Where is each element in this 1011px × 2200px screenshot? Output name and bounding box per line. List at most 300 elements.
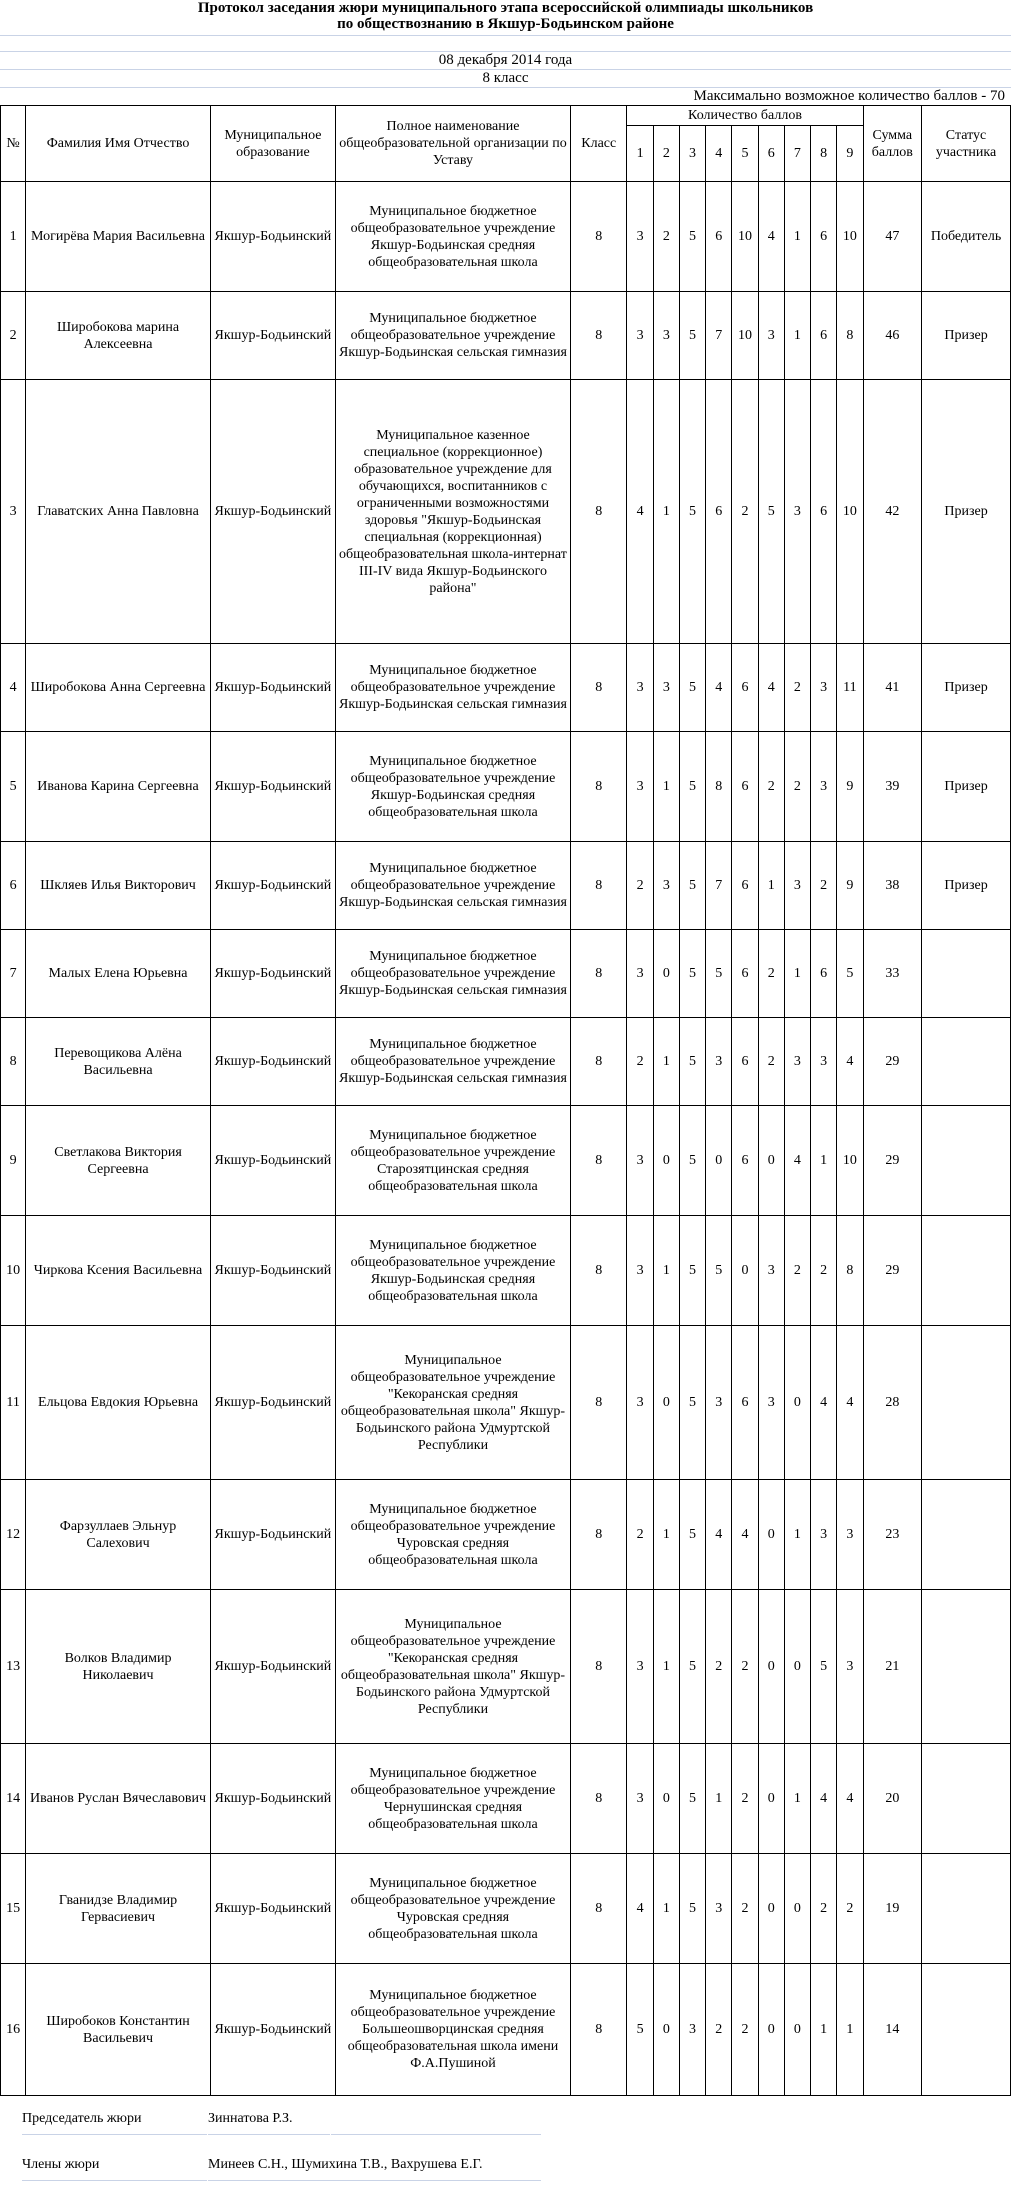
cell-task-score: 5 bbox=[706, 930, 732, 1018]
cell-task-score: 5 bbox=[706, 1216, 732, 1326]
col-header-task: 4 bbox=[706, 126, 732, 182]
cell-name: Главатских Анна Павловна bbox=[26, 380, 211, 644]
cell-task-score: 10 bbox=[837, 380, 863, 644]
cell-task-score: 4 bbox=[627, 380, 653, 644]
sheet-gridline bbox=[0, 35, 1011, 36]
col-header-task: 1 bbox=[627, 126, 653, 182]
cell-task-score: 6 bbox=[706, 380, 732, 644]
cell-num: 10 bbox=[1, 1216, 26, 1326]
cell-name: Широбокова Анна Сергеевна bbox=[26, 644, 211, 732]
cell-name: Широбоков Константин Васильевич bbox=[26, 1964, 211, 2096]
cell-total: 33 bbox=[863, 930, 922, 1018]
cell-num: 2 bbox=[1, 292, 26, 380]
cell-num: 16 bbox=[1, 1964, 26, 2096]
cell-total: 23 bbox=[863, 1480, 922, 1590]
cell-task-score: 3 bbox=[627, 1590, 653, 1744]
cell-task-score: 0 bbox=[758, 1964, 784, 2096]
cell-task-score: 3 bbox=[627, 644, 653, 732]
cell-task-score: 0 bbox=[653, 930, 679, 1018]
cell-municipality: Якшур-Бодьинский bbox=[210, 1964, 335, 2096]
chair-label: Председатель жюри bbox=[22, 2104, 207, 2135]
cell-total: 29 bbox=[863, 1106, 922, 1216]
cell-task-score: 6 bbox=[811, 292, 837, 380]
cell-name: Перевощикова Алёна Васильевна bbox=[26, 1018, 211, 1106]
cell-task-score: 3 bbox=[811, 732, 837, 842]
cell-organization: Муниципальное бюджетное общеобразовательное учреждение Большеошворцинская средняя общеобразовательная школа имени Ф.А.Пушиной bbox=[335, 1964, 570, 2096]
cell-num: 12 bbox=[1, 1480, 26, 1590]
cell-task-score: 3 bbox=[706, 1854, 732, 1964]
cell-class: 8 bbox=[571, 732, 627, 842]
cell-class: 8 bbox=[571, 380, 627, 644]
table-row bbox=[1, 380, 1011, 644]
cell-task-score: 2 bbox=[732, 1964, 758, 2096]
cell-task-score: 1 bbox=[784, 930, 810, 1018]
cell-task-score: 5 bbox=[679, 1106, 705, 1216]
cell-task-score: 4 bbox=[837, 1326, 863, 1480]
cell-task-score: 1 bbox=[653, 380, 679, 644]
cell-task-score: 3 bbox=[784, 380, 810, 644]
cell-task-score: 9 bbox=[837, 732, 863, 842]
col-header-organization: Полное наименование общеобразовательной организации по Уставу bbox=[335, 106, 570, 182]
col-header-task: 7 bbox=[784, 126, 810, 182]
cell-status bbox=[922, 1964, 1011, 2096]
cell-task-score: 2 bbox=[758, 930, 784, 1018]
table-row bbox=[1, 1964, 1011, 2096]
cell-task-score: 0 bbox=[653, 1744, 679, 1854]
cell-status bbox=[922, 1744, 1011, 1854]
cell-task-score: 6 bbox=[706, 182, 732, 292]
col-header-task: 8 bbox=[811, 126, 837, 182]
cell-task-score: 2 bbox=[732, 1744, 758, 1854]
cell-task-score: 5 bbox=[679, 1744, 705, 1854]
cell-task-score: 10 bbox=[732, 292, 758, 380]
cell-task-score: 2 bbox=[627, 1480, 653, 1590]
cell-task-score: 3 bbox=[811, 1018, 837, 1106]
cell-task-score: 3 bbox=[811, 644, 837, 732]
cell-task-score: 0 bbox=[758, 1854, 784, 1964]
cell-num: 11 bbox=[1, 1326, 26, 1480]
cell-task-score: 2 bbox=[784, 732, 810, 842]
cell-task-score: 1 bbox=[784, 1744, 810, 1854]
cell-task-score: 1 bbox=[653, 1480, 679, 1590]
cell-num: 6 bbox=[1, 842, 26, 930]
cell-task-score: 6 bbox=[732, 1326, 758, 1480]
cell-status bbox=[922, 1326, 1011, 1480]
cell-organization: Муниципальное общеобразовательное учреждение "Кекоранская средняя общеобразовательная школа" Якшур-Бодьинского района Удмуртской Республики bbox=[335, 1326, 570, 1480]
cell-name: Светлакова Виктория Сергеевна bbox=[26, 1106, 211, 1216]
cell-class: 8 bbox=[571, 1590, 627, 1744]
cell-num: 4 bbox=[1, 644, 26, 732]
cell-task-score: 2 bbox=[784, 1216, 810, 1326]
cell-name: Чиркова Ксения Васильевна bbox=[26, 1216, 211, 1326]
col-header-scores-group: Количество баллов bbox=[627, 106, 863, 126]
cell-task-score: 4 bbox=[784, 1106, 810, 1216]
cell-task-score: 0 bbox=[758, 1744, 784, 1854]
col-header-task: 2 bbox=[653, 126, 679, 182]
col-header-task: 6 bbox=[758, 126, 784, 182]
cell-task-score: 2 bbox=[784, 644, 810, 732]
cell-task-score: 2 bbox=[732, 380, 758, 644]
cell-task-score: 5 bbox=[679, 292, 705, 380]
cell-task-score: 0 bbox=[784, 1964, 810, 2096]
cell-municipality: Якшур-Бодьинский bbox=[210, 644, 335, 732]
cell-task-score: 2 bbox=[811, 842, 837, 930]
cell-status: Призер bbox=[922, 380, 1011, 644]
cell-task-score: 4 bbox=[811, 1326, 837, 1480]
title-line-2: по обществознанию в Якшур-Бодьинском районе bbox=[337, 16, 674, 32]
cell-task-score: 4 bbox=[627, 1854, 653, 1964]
cell-status: Призер bbox=[922, 292, 1011, 380]
cell-status bbox=[922, 1480, 1011, 1590]
protocol-grade: 8 класс bbox=[482, 70, 529, 86]
cell-task-score: 3 bbox=[837, 1480, 863, 1590]
cell-organization: Муниципальное бюджетное общеобразовательное учреждение Якшур-Бодьинская средняя общеобразовательная школа bbox=[335, 732, 570, 842]
table-row bbox=[1, 292, 1011, 380]
cell-status bbox=[922, 1854, 1011, 1964]
cell-task-score: 5 bbox=[679, 1018, 705, 1106]
cell-class: 8 bbox=[571, 292, 627, 380]
cell-task-score: 5 bbox=[679, 182, 705, 292]
cell-class: 8 bbox=[571, 930, 627, 1018]
cell-num: 13 bbox=[1, 1590, 26, 1744]
cell-task-score: 4 bbox=[758, 644, 784, 732]
table-row bbox=[1, 1854, 1011, 1964]
cell-task-score: 4 bbox=[732, 1480, 758, 1590]
col-header-task: 9 bbox=[837, 126, 863, 182]
cell-task-score: 3 bbox=[627, 1106, 653, 1216]
cell-name: Шкляев Илья Викторович bbox=[26, 842, 211, 930]
cell-num: 7 bbox=[1, 930, 26, 1018]
cell-task-score: 1 bbox=[706, 1744, 732, 1854]
cell-task-score: 6 bbox=[811, 930, 837, 1018]
cell-task-score: 0 bbox=[758, 1106, 784, 1216]
cell-municipality: Якшур-Бодьинский bbox=[210, 1744, 335, 1854]
members-label: Члены жюри bbox=[22, 2150, 207, 2181]
cell-class: 8 bbox=[571, 842, 627, 930]
cell-task-score: 1 bbox=[811, 1106, 837, 1216]
cell-municipality: Якшур-Бодьинский bbox=[210, 1480, 335, 1590]
members-value: Минеев С.Н., Шумихина Т.В., Вахрушева Е.Г. bbox=[208, 2150, 541, 2181]
cell-task-score: 3 bbox=[679, 1964, 705, 2096]
footer-empty-cell bbox=[331, 2104, 541, 2135]
cell-task-score: 3 bbox=[627, 930, 653, 1018]
cell-municipality: Якшур-Бодьинский bbox=[210, 1854, 335, 1964]
cell-total: 28 bbox=[863, 1326, 922, 1480]
cell-total: 21 bbox=[863, 1590, 922, 1744]
cell-municipality: Якшур-Бодьинский bbox=[210, 1106, 335, 1216]
cell-task-score: 5 bbox=[679, 930, 705, 1018]
cell-name: Могирёва Мария Васильевна bbox=[26, 182, 211, 292]
cell-status: Призер bbox=[922, 644, 1011, 732]
cell-task-score: 5 bbox=[679, 644, 705, 732]
cell-task-score: 2 bbox=[627, 1018, 653, 1106]
cell-status: Победитель bbox=[922, 182, 1011, 292]
cell-class: 8 bbox=[571, 1744, 627, 1854]
chair-value: Зиннатова Р.З. bbox=[208, 2104, 330, 2135]
cell-task-score: 2 bbox=[837, 1854, 863, 1964]
cell-task-score: 5 bbox=[837, 930, 863, 1018]
cell-task-score: 2 bbox=[732, 1590, 758, 1744]
cell-task-score: 10 bbox=[837, 182, 863, 292]
cell-task-score: 2 bbox=[706, 1964, 732, 2096]
cell-task-score: 6 bbox=[732, 842, 758, 930]
cell-task-score: 3 bbox=[627, 732, 653, 842]
cell-total: 29 bbox=[863, 1216, 922, 1326]
cell-status: Призер bbox=[922, 732, 1011, 842]
cell-task-score: 3 bbox=[706, 1018, 732, 1106]
cell-task-score: 0 bbox=[653, 1326, 679, 1480]
cell-organization: Муниципальное бюджетное общеобразовательное учреждение Якшур-Бодьинская сельская гимназия bbox=[335, 1018, 570, 1106]
cell-name: Иванова Карина Сергеевна bbox=[26, 732, 211, 842]
cell-class: 8 bbox=[571, 1216, 627, 1326]
cell-organization: Муниципальное бюджетное общеобразовательное учреждение Якшур-Бодьинская сельская гимназия bbox=[335, 644, 570, 732]
cell-organization: Муниципальное бюджетное общеобразовательное учреждение Якшур-Бодьинская средняя общеобразовательная школа bbox=[335, 182, 570, 292]
cell-task-score: 1 bbox=[837, 1964, 863, 2096]
cell-name: Ельцова Евдокия Юрьевна bbox=[26, 1326, 211, 1480]
cell-task-score: 10 bbox=[837, 1106, 863, 1216]
col-header-class: Класс bbox=[571, 106, 627, 182]
table-row bbox=[1, 1480, 1011, 1590]
cell-task-score: 3 bbox=[758, 1216, 784, 1326]
cell-task-score: 5 bbox=[679, 1590, 705, 1744]
cell-task-score: 2 bbox=[758, 1018, 784, 1106]
cell-name: Фарзуллаев Эльнур Салехович bbox=[26, 1480, 211, 1590]
cell-status bbox=[922, 930, 1011, 1018]
cell-class: 8 bbox=[571, 1018, 627, 1106]
cell-total: 42 bbox=[863, 380, 922, 644]
cell-task-score: 9 bbox=[837, 842, 863, 930]
cell-num: 9 bbox=[1, 1106, 26, 1216]
cell-task-score: 1 bbox=[653, 1590, 679, 1744]
cell-total: 19 bbox=[863, 1854, 922, 1964]
cell-municipality: Якшур-Бодьинский bbox=[210, 732, 335, 842]
cell-organization: Муниципальное бюджетное общеобразовательное учреждение Якшур-Бодьинская сельская гимназия bbox=[335, 292, 570, 380]
cell-task-score: 3 bbox=[627, 182, 653, 292]
cell-task-score: 3 bbox=[706, 1326, 732, 1480]
cell-organization: Муниципальное бюджетное общеобразовательное учреждение Якшур-Бодьинская сельская гимназия bbox=[335, 930, 570, 1018]
col-header-task: 5 bbox=[732, 126, 758, 182]
cell-task-score: 6 bbox=[732, 644, 758, 732]
cell-num: 1 bbox=[1, 182, 26, 292]
cell-organization: Муниципальное бюджетное общеобразовательное учреждение Чернушинская средняя общеобразовательная школа bbox=[335, 1744, 570, 1854]
cell-task-score: 3 bbox=[653, 842, 679, 930]
cell-num: 8 bbox=[1, 1018, 26, 1106]
cell-total: 14 bbox=[863, 1964, 922, 2096]
cell-organization: Муниципальное казенное специальное (коррекционное) образовательное учреждение для обучающихся, воспитанников с ограниченными возможностями здоровья "Якшур-Бодьинская специальная (коррекционная) общеобразовательная школа-интернат III-IV вида Якшур-Бодьинского района" bbox=[335, 380, 570, 644]
cell-status bbox=[922, 1216, 1011, 1326]
cell-task-score: 0 bbox=[784, 1326, 810, 1480]
table-row bbox=[1, 182, 1011, 292]
table-row bbox=[1, 1590, 1011, 1744]
cell-municipality: Якшур-Бодьинский bbox=[210, 1216, 335, 1326]
cell-num: 3 bbox=[1, 380, 26, 644]
cell-task-score: 5 bbox=[627, 1964, 653, 2096]
cell-task-score: 1 bbox=[811, 1964, 837, 2096]
cell-name: Малых Елена Юрьевна bbox=[26, 930, 211, 1018]
cell-organization: Муниципальное бюджетное общеобразовательное учреждение Якшур-Бодьинская средняя общеобразовательная школа bbox=[335, 1216, 570, 1326]
cell-task-score: 8 bbox=[706, 732, 732, 842]
cell-num: 14 bbox=[1, 1744, 26, 1854]
cell-task-score: 3 bbox=[837, 1590, 863, 1744]
cell-task-score: 6 bbox=[732, 1106, 758, 1216]
table-row bbox=[1, 842, 1011, 930]
col-header-municipality: Муниципальное образование bbox=[210, 106, 335, 182]
cell-task-score: 3 bbox=[627, 1744, 653, 1854]
cell-task-score: 6 bbox=[732, 930, 758, 1018]
cell-task-score: 3 bbox=[627, 292, 653, 380]
cell-total: 47 bbox=[863, 182, 922, 292]
table-row bbox=[1, 732, 1011, 842]
cell-task-score: 10 bbox=[732, 182, 758, 292]
cell-task-score: 1 bbox=[653, 1854, 679, 1964]
cell-task-score: 4 bbox=[837, 1744, 863, 1854]
cell-task-score: 2 bbox=[732, 1854, 758, 1964]
cell-name: Широбокова марина Алексеевна bbox=[26, 292, 211, 380]
cell-task-score: 0 bbox=[732, 1216, 758, 1326]
cell-task-score: 3 bbox=[758, 1326, 784, 1480]
cell-organization: Муниципальное бюджетное общеобразовательное учреждение Чуровская средняя общеобразовательная школа bbox=[335, 1480, 570, 1590]
cell-class: 8 bbox=[571, 1106, 627, 1216]
table-row bbox=[1, 1018, 1011, 1106]
cell-status bbox=[922, 1018, 1011, 1106]
col-header-status: Статус участника bbox=[922, 106, 1011, 182]
col-header-num: № bbox=[1, 106, 26, 182]
cell-class: 8 bbox=[571, 1964, 627, 2096]
cell-municipality: Якшур-Бодьинский bbox=[210, 1018, 335, 1106]
cell-organization: Муниципальное бюджетное общеобразовательное учреждение Чуровская средняя общеобразовательная школа bbox=[335, 1854, 570, 1964]
cell-task-score: 0 bbox=[758, 1590, 784, 1744]
cell-class: 8 bbox=[571, 644, 627, 732]
cell-task-score: 0 bbox=[784, 1590, 810, 1744]
cell-task-score: 4 bbox=[706, 1480, 732, 1590]
cell-status: Призер bbox=[922, 842, 1011, 930]
cell-task-score: 6 bbox=[732, 732, 758, 842]
cell-task-score: 2 bbox=[653, 182, 679, 292]
col-header-total: Сумма баллов bbox=[863, 106, 922, 182]
cell-name: Иванов Руслан Вячеславович bbox=[26, 1744, 211, 1854]
cell-task-score: 6 bbox=[811, 182, 837, 292]
cell-task-score: 3 bbox=[784, 842, 810, 930]
cell-name: Волков Владимир Николаевич bbox=[26, 1590, 211, 1744]
title-line-1: Протокол заседания жюри муниципального этапа всероссийской олимпиады школьников bbox=[197, 0, 814, 16]
cell-task-score: 4 bbox=[706, 644, 732, 732]
cell-municipality: Якшур-Бодьинский bbox=[210, 292, 335, 380]
cell-task-score: 5 bbox=[679, 1480, 705, 1590]
cell-task-score: 6 bbox=[811, 380, 837, 644]
cell-task-score: 7 bbox=[706, 292, 732, 380]
col-header-name: Фамилия Имя Отчество bbox=[26, 106, 211, 182]
cell-task-score: 5 bbox=[679, 1216, 705, 1326]
cell-task-score: 0 bbox=[758, 1480, 784, 1590]
table-row bbox=[1, 1744, 1011, 1854]
table-row bbox=[1, 1326, 1011, 1480]
cell-total: 29 bbox=[863, 1018, 922, 1106]
cell-task-score: 8 bbox=[837, 1216, 863, 1326]
cell-municipality: Якшур-Бодьинский bbox=[210, 842, 335, 930]
cell-task-score: 2 bbox=[627, 842, 653, 930]
cell-total: 41 bbox=[863, 644, 922, 732]
cell-task-score: 0 bbox=[784, 1854, 810, 1964]
cell-total: 46 bbox=[863, 292, 922, 380]
cell-task-score: 3 bbox=[653, 292, 679, 380]
table-row bbox=[1, 1106, 1011, 1216]
cell-task-score: 3 bbox=[627, 1326, 653, 1480]
cell-task-score: 4 bbox=[811, 1744, 837, 1854]
cell-task-score: 0 bbox=[653, 1964, 679, 2096]
results-rows bbox=[1, 182, 1011, 2096]
cell-organization: Муниципальное общеобразовательное учреждение "Кекоранская средняя общеобразовательная школа" Якшур-Бодьинского района Удмуртской Республики bbox=[335, 1590, 570, 1744]
cell-task-score: 11 bbox=[837, 644, 863, 732]
cell-task-score: 1 bbox=[784, 182, 810, 292]
table-row bbox=[1, 930, 1011, 1018]
cell-municipality: Якшур-Бодьинский bbox=[210, 930, 335, 1018]
cell-task-score: 8 bbox=[837, 292, 863, 380]
cell-task-score: 5 bbox=[679, 1326, 705, 1480]
cell-organization: Муниципальное бюджетное общеобразовательное учреждение Старозятцинская средняя общеобразовательная школа bbox=[335, 1106, 570, 1216]
cell-task-score: 1 bbox=[758, 842, 784, 930]
cell-class: 8 bbox=[571, 1480, 627, 1590]
cell-task-score: 3 bbox=[784, 1018, 810, 1106]
cell-municipality: Якшур-Бодьинский bbox=[210, 380, 335, 644]
cell-municipality: Якшур-Бодьинский bbox=[210, 1590, 335, 1744]
cell-task-score: 2 bbox=[811, 1854, 837, 1964]
cell-total: 39 bbox=[863, 732, 922, 842]
cell-task-score: 2 bbox=[758, 732, 784, 842]
cell-task-score: 4 bbox=[758, 182, 784, 292]
cell-task-score: 1 bbox=[653, 1216, 679, 1326]
cell-task-score: 1 bbox=[784, 292, 810, 380]
cell-organization: Муниципальное бюджетное общеобразовательное учреждение Якшур-Бодьинская сельская гимназия bbox=[335, 842, 570, 930]
cell-status bbox=[922, 1106, 1011, 1216]
table-row bbox=[1, 644, 1011, 732]
cell-total: 38 bbox=[863, 842, 922, 930]
cell-task-score: 3 bbox=[758, 292, 784, 380]
cell-status bbox=[922, 1590, 1011, 1744]
cell-task-score: 1 bbox=[784, 1480, 810, 1590]
cell-task-score: 2 bbox=[706, 1590, 732, 1744]
cell-task-score: 5 bbox=[811, 1590, 837, 1744]
cell-municipality: Якшур-Бодьинский bbox=[210, 1326, 335, 1480]
cell-task-score: 7 bbox=[706, 842, 732, 930]
cell-task-score: 1 bbox=[653, 732, 679, 842]
cell-task-score: 0 bbox=[706, 1106, 732, 1216]
cell-task-score: 5 bbox=[758, 380, 784, 644]
cell-num: 15 bbox=[1, 1854, 26, 1964]
cell-name: Гванидзе Владимир Гервасиевич bbox=[26, 1854, 211, 1964]
cell-class: 8 bbox=[571, 1326, 627, 1480]
results-table bbox=[0, 105, 1011, 2096]
cell-task-score: 6 bbox=[732, 1018, 758, 1106]
cell-task-score: 3 bbox=[811, 1480, 837, 1590]
cell-task-score: 3 bbox=[627, 1216, 653, 1326]
cell-num: 5 bbox=[1, 732, 26, 842]
cell-class: 8 bbox=[571, 182, 627, 292]
table-row bbox=[1, 1216, 1011, 1326]
cell-municipality: Якшур-Бодьинский bbox=[210, 182, 335, 292]
cell-task-score: 0 bbox=[653, 1106, 679, 1216]
cell-task-score: 2 bbox=[811, 1216, 837, 1326]
protocol-date: 08 декабря 2014 года bbox=[438, 52, 573, 68]
cell-task-score: 5 bbox=[679, 380, 705, 644]
col-header-task: 3 bbox=[679, 126, 705, 182]
max-score-note: Максимально возможное количество баллов - 70 bbox=[693, 88, 1005, 104]
cell-class: 8 bbox=[571, 1854, 627, 1964]
cell-total: 20 bbox=[863, 1744, 922, 1854]
cell-task-score: 5 bbox=[679, 842, 705, 930]
cell-task-score: 4 bbox=[837, 1018, 863, 1106]
cell-task-score: 5 bbox=[679, 732, 705, 842]
cell-task-score: 3 bbox=[653, 644, 679, 732]
